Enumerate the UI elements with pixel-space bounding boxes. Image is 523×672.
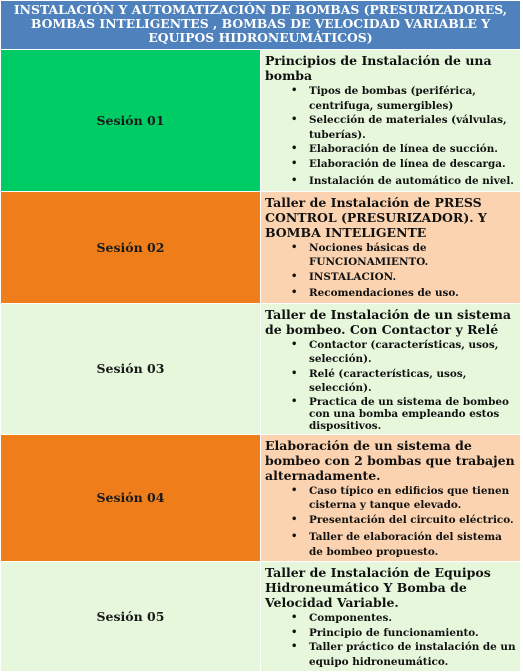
bullet-icon: •: [291, 513, 298, 525]
list-item: • Nociones básicas de FUNCIONAMIENTO.: [291, 241, 429, 268]
list-item: • Instalación de automático de nivel.: [291, 175, 514, 187]
topic-list: [265, 338, 516, 432]
session-content: [261, 303, 521, 434]
session-row-03: [1, 303, 521, 434]
bullet-icon: •: [291, 612, 298, 623]
session-content: [261, 434, 521, 562]
list-item: • Componentes.: [291, 612, 392, 624]
bullet-icon: •: [291, 175, 298, 186]
session-content: [261, 50, 521, 192]
session-title: Elaboración de un sistema de bombeo con 2 bombas que trabajen alternadamente.: [265, 437, 515, 483]
bullet-icon: •: [291, 143, 298, 154]
list-item: • Taller de elaboración del sistema de bombeo propuesto.: [291, 531, 502, 558]
bullet-icon: •: [291, 338, 298, 350]
table-title: INSTALACIÓN Y AUTOMATIZACIÓN DE BOMBAS (PRESURIZADORES, BOMBAS INTELIGENTES , BOMBAS DE VELOCIDAD VARIABLE Y EQUIPOS HIDRONEUMÁTICOS): [1, 1, 521, 50]
bullet-icon: •: [291, 367, 298, 379]
bullet-icon: •: [291, 641, 298, 652]
bullet-icon: •: [291, 395, 298, 407]
topic-list: [265, 611, 516, 669]
list-item: • Selección de materiales (válvulas, tuberías).: [291, 114, 507, 141]
session-label: Sesión 05: [1, 562, 261, 672]
bullet-icon: •: [291, 531, 298, 542]
bullet-icon: •: [291, 114, 298, 125]
list-item: • Elaboración de línea de succión.: [291, 143, 498, 155]
session-title: Principios de Instalación de una bomba: [265, 53, 492, 83]
session-title: Taller de Instalación de Equipos Hidroneumático Y Bomba de Velocidad Variable.: [265, 565, 491, 610]
bullet-icon: •: [291, 157, 298, 169]
session-content: [261, 191, 521, 303]
session-row-04: [1, 434, 521, 562]
bullet-icon: •: [291, 241, 298, 253]
session-label: Sesión 01: [1, 50, 261, 192]
session-content: [261, 562, 521, 672]
list-item: • Caso típico en edificios que tienen cisterna y tanque elevado.: [291, 484, 510, 511]
bullet-icon: •: [291, 287, 298, 298]
session-title: Taller de Instalación de PRESS CONTROL (PRESURIZADOR). Y BOMBA INTELIGENTE: [265, 194, 487, 240]
list-item: • Relé (características, usos, selección).: [291, 367, 467, 394]
session-title: Taller de Instalación de un sistema de bombeo. Con Contactor y Relé: [265, 306, 511, 337]
list-item: • Taller práctico de instalación de un equipo hidroneumático.: [291, 641, 516, 668]
topic-list: [265, 484, 516, 560]
list-item: • Elaboración de línea de descarga.: [291, 157, 506, 170]
list-item: • INSTALACION.: [291, 270, 397, 283]
bullet-icon: •: [291, 270, 298, 282]
list-item: • Contactor (características, usos, selección).: [291, 338, 499, 365]
session-row-01: [1, 50, 521, 192]
topic-list: [265, 241, 516, 301]
list-item: • Principio de funcionamiento.: [291, 626, 479, 639]
bullet-icon: •: [291, 626, 298, 638]
topic-list: [265, 84, 516, 189]
header-row: [1, 1, 521, 50]
session-row-05: [1, 562, 521, 672]
bullet-icon: •: [291, 85, 298, 96]
list-item: • Tipos de bombas (periférica, centrifuga, sumergibles): [291, 85, 476, 112]
session-row-02: [1, 191, 521, 303]
session-label: Sesión 04: [1, 434, 261, 562]
bullet-icon: •: [291, 484, 298, 496]
list-item: • Recomendaciones de uso.: [291, 287, 459, 299]
list-item: • Practica de un sistema de bombeo con una bomba empleando estos dispositivos.: [291, 395, 509, 432]
session-label: Sesión 03: [1, 303, 261, 434]
session-label: Sesión 02: [1, 191, 261, 303]
list-item: • Presentación del circuito eléctrico.: [291, 513, 514, 526]
